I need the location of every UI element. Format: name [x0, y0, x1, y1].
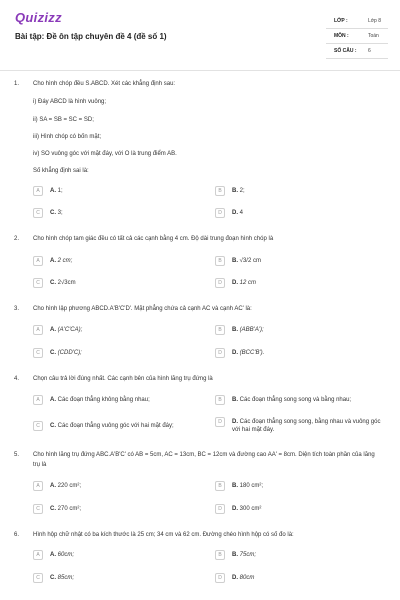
meta-value: Toán: [368, 33, 379, 39]
option-letter-box: D: [215, 278, 225, 288]
option-letter-box: B: [215, 186, 225, 196]
header-divider: [0, 70, 400, 71]
option-letter-box: D: [215, 208, 225, 218]
page-title: Bài tập: Đề ôn tập chuyên đề 4 (đề số 1): [15, 32, 167, 41]
question-text: iii) Hình chóp có bốn mặt;: [33, 134, 102, 140]
option-text: D. 4: [232, 210, 244, 216]
meta-value: 6: [368, 48, 371, 54]
meta-label: SỐ CÂU :: [334, 48, 357, 54]
option-text: C. 3;: [50, 210, 63, 216]
option-letter-box: B: [215, 481, 225, 491]
option-letter-box: C: [33, 278, 43, 288]
question-number: 6.: [14, 532, 20, 538]
option-text: D. (BCC'B').: [232, 350, 265, 356]
option-text: A. 2 cm;: [50, 258, 73, 264]
option-letter-box: C: [33, 573, 43, 583]
option-text: C. (CDD'C);: [50, 350, 82, 356]
question-text: Cho hình chóp đều S.ABCD. Xét các khẳng định sau:: [33, 81, 176, 87]
meta-divider: [326, 58, 388, 59]
meta-label: MÔN :: [334, 33, 349, 39]
option-letter-box: A: [33, 325, 43, 335]
option-letter-box: B: [215, 256, 225, 266]
question-number: 3.: [14, 306, 20, 312]
option-text: B. 180 cm²;: [232, 483, 264, 489]
option-text: C. Các đoạn thẳng vuông góc với hai mặt đáy;: [50, 423, 174, 429]
option-text: B. √3/2 cm: [232, 258, 261, 264]
option-letter-box: C: [33, 421, 43, 431]
option-text: D. 12 cm: [232, 280, 257, 286]
meta-divider: [326, 43, 388, 44]
option-letter-box: B: [215, 550, 225, 560]
question-text: ii) SA = SB = SC = SD;: [33, 117, 94, 123]
option-letter-box: A: [33, 186, 43, 196]
option-letter-box: C: [33, 504, 43, 514]
option-letter-box: D: [215, 417, 225, 427]
option-text: B. 75cm;: [232, 552, 257, 558]
question-number: 1.: [14, 81, 20, 87]
option-text: D. 80cm: [232, 575, 255, 581]
option-text: A. (A'C'CA);: [50, 327, 83, 333]
question-text: Cho hình lập phương ABCD.A'B'C'D'. Mặt phẳng chứa cả cạnh AC và cạnh AC' là:: [33, 306, 252, 312]
option-text: C. 270 cm²;: [50, 506, 82, 512]
option-text: C. 2√3cm: [50, 280, 76, 286]
question-text: Chọn câu trả lời đúng nhất. Các cạnh bên của hình lăng trụ đứng là: [33, 376, 213, 382]
question-number: 4.: [14, 376, 20, 382]
question-number: 5.: [14, 452, 20, 458]
option-text: A. 220 cm²;: [50, 483, 82, 489]
option-text: D. Các đoạn thẳng song song, bằng nhau và vuông góc với hai mặt đáy.: [232, 419, 381, 433]
option-letter-box: D: [215, 348, 225, 358]
question-text: iv) SO vuông góc với mặt đáy, với O là trung điểm AB.: [33, 151, 177, 157]
header: [0, 0, 400, 72]
option-letter-box: D: [215, 573, 225, 583]
option-text: A. 1;: [50, 188, 63, 194]
option-letter-box: C: [33, 348, 43, 358]
option-text: B. (ABB'A');: [232, 327, 264, 333]
option-letter-box: C: [33, 208, 43, 218]
option-letter-box: B: [215, 325, 225, 335]
question-text: Số khẳng định sai là:: [33, 168, 89, 174]
meta-value: Lớp 8: [368, 18, 382, 24]
option-text: A. Các đoạn thẳng không bằng nhau;: [50, 397, 150, 403]
option-text: A. 60cm;: [50, 552, 75, 558]
option-text: B. 2;: [232, 188, 245, 194]
option-text: C. 85cm;: [50, 575, 75, 581]
meta-label: LỚP :: [334, 18, 348, 24]
meta-divider: [326, 28, 388, 29]
question-text: Cho hình lăng trụ đứng ABC.A'B'C' có AB = 5cm, AC = 13cm, BC = 12cm và đường cao AA' = 8cm. Diện tích toàn phần của lăng trụ là: [33, 452, 375, 468]
option-text: D. 300 cm²: [232, 506, 262, 512]
question-text: Cho hình chóp tam giác đều có tất cả các cạnh bằng 4 cm. Độ dài trung đoạn hình chóp là: [33, 236, 274, 242]
option-letter-box: A: [33, 550, 43, 560]
question-text: Hình hộp chữ nhật có ba kích thước là 25 cm; 34 cm và 62 cm. Đường chéo hình hộp có số đo là:: [33, 532, 294, 538]
option-letter-box: D: [215, 504, 225, 514]
option-letter-box: A: [33, 256, 43, 266]
option-letter-box: B: [215, 395, 225, 405]
question-number: 2.: [14, 236, 20, 242]
question-text: i) Đáy ABCD là hình vuông;: [33, 99, 107, 105]
quizizz-logo: Quizizz: [15, 10, 62, 25]
option-letter-box: A: [33, 481, 43, 491]
option-text: B. Các đoạn thẳng song song và bằng nhau;: [232, 397, 352, 403]
option-letter-box: A: [33, 395, 43, 405]
